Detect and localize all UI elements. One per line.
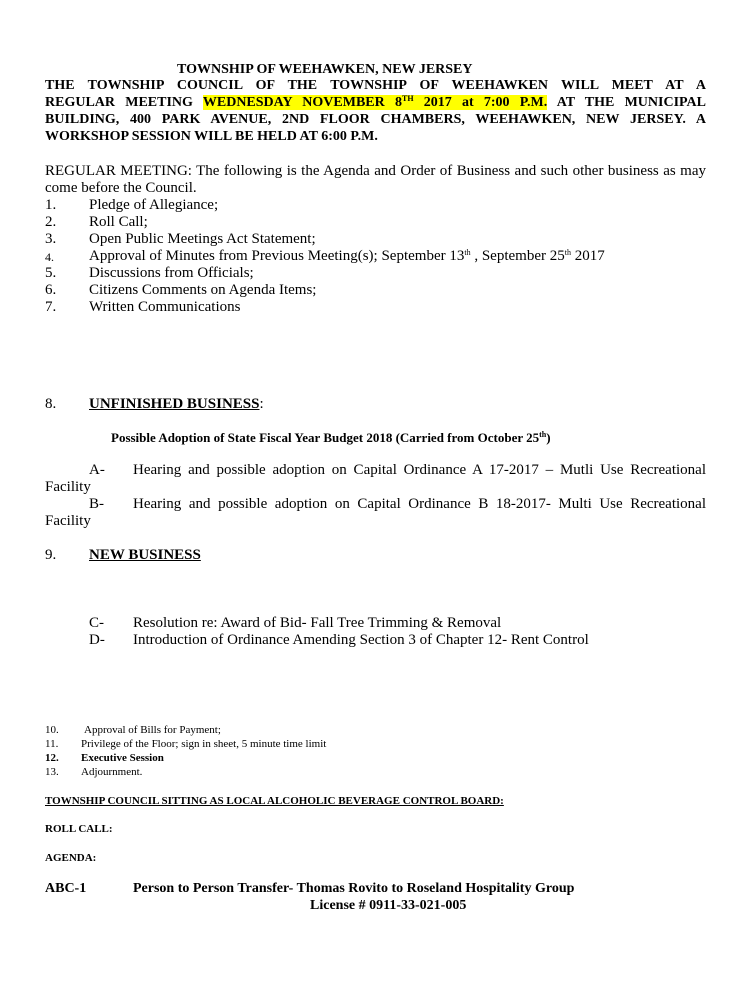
section-number: 8.: [45, 396, 57, 412]
item-d-text: Introduction of Ordinance Amending Section 3 of Chapter 12- Rent Control: [133, 632, 589, 648]
agenda-item-text: Open Public Meetings Act Statement;: [89, 231, 316, 247]
header-line-2-suffix: AT THE MUNICIPAL: [556, 95, 706, 110]
budget-adoption-subheading: Possible Adoption of State Fiscal Year Budget 2018 (Carried from October 25th): [111, 430, 551, 445]
item-b-text: Hearing and possible adoption on Capital Ordinance B 18-2017- Multi Use Recreational: [133, 496, 706, 512]
agenda-item-num: 4.: [45, 250, 54, 264]
closing-item-num: 10.: [45, 724, 59, 736]
agenda-item-text: Discussions from Officials;: [89, 265, 254, 281]
agenda-item-text: Pledge of Allegiance;: [89, 197, 219, 213]
abc-item-label: ABC-1: [45, 881, 87, 896]
closing-item-num: 11.: [45, 738, 59, 750]
agenda-item-num: 5.: [45, 265, 57, 281]
item-a-text: Hearing and possible adoption on Capital Ordinance A 17-2017 – Mutli Use Recreational: [133, 462, 706, 478]
agenda-label: AGENDA:: [45, 852, 97, 864]
closing-item-num: 12.: [45, 752, 59, 764]
closing-item-text: Approval of Bills for Payment;: [84, 724, 221, 736]
agenda-item-num: 3.: [45, 231, 57, 247]
item-a-wrap: Facility: [45, 479, 91, 495]
item-d-label: D-: [89, 632, 105, 648]
item-b-label: B-: [89, 496, 104, 512]
closing-item-text: Adjournment.: [81, 766, 143, 778]
meeting-date-highlight: WEDNESDAY NOVEMBER 8TH 2017 at 7:00 P.M.: [202, 94, 548, 110]
unfinished-business-heading: UNFINISHED BUSINESS:: [89, 396, 264, 412]
document-title: TOWNSHIP OF WEEHAWKEN, NEW JERSEY: [177, 62, 473, 77]
closing-item-text: Privilege of the Floor; sign in sheet, 5 minute time limit: [81, 738, 327, 750]
item-c-text: Resolution re: Award of Bid- Fall Tree Trimming & Removal: [133, 615, 502, 631]
abc-board-heading: TOWNSHIP COUNCIL SITTING AS LOCAL ALCOHOLIC BEVERAGE CONTROL BOARD:: [45, 795, 504, 807]
agenda-item-text: Roll Call;: [89, 214, 148, 230]
item-a-label: A-: [89, 462, 105, 478]
agenda-item-num: 1.: [45, 197, 57, 213]
header-line-1: THE TOWNSHIP COUNCIL OF THE TOWNSHIP OF WEEHAWKEN WILL MEET AT A: [45, 78, 706, 93]
header-line-4: WORKSHOP SESSION WILL BE HELD AT 6:00 P.M.: [45, 129, 378, 144]
agenda-item-num: 2.: [45, 214, 57, 230]
item-c-label: C-: [89, 615, 104, 631]
license-number: License # 0911-33-021-005: [310, 898, 467, 913]
section-number: 9.: [45, 547, 57, 563]
abc-item-text: Person to Person Transfer- Thomas Rovito to Roseland Hospitality Group: [133, 881, 575, 896]
header-line-2-prefix: REGULAR MEETING: [45, 95, 193, 110]
intro-line-1: REGULAR MEETING: The following is the Agenda and Order of Business and such other business as may: [45, 163, 706, 179]
closing-item-text: Executive Session: [81, 752, 164, 764]
agenda-item-text: Approval of Minutes from Previous Meeting(s); September 13th , September 25th 2017: [89, 248, 605, 264]
item-b-wrap: Facility: [45, 513, 91, 529]
header-line-2: [45, 95, 706, 111]
agenda-item-text: Citizens Comments on Agenda Items;: [89, 282, 317, 298]
roll-call-label: ROLL CALL:: [45, 823, 113, 835]
intro-line-2: come before the Council.: [45, 180, 197, 196]
agenda-item-num: 6.: [45, 282, 57, 298]
header-line-3: BUILDING, 400 PARK AVENUE, 2ND FLOOR CHAMBERS, WEEHAWKEN, NEW JERSEY. A: [45, 112, 706, 127]
agenda-item-text: Written Communications: [89, 299, 241, 315]
new-business-heading: NEW BUSINESS: [89, 547, 201, 563]
closing-item-num: 13.: [45, 766, 59, 778]
agenda-item-num: 7.: [45, 299, 57, 315]
